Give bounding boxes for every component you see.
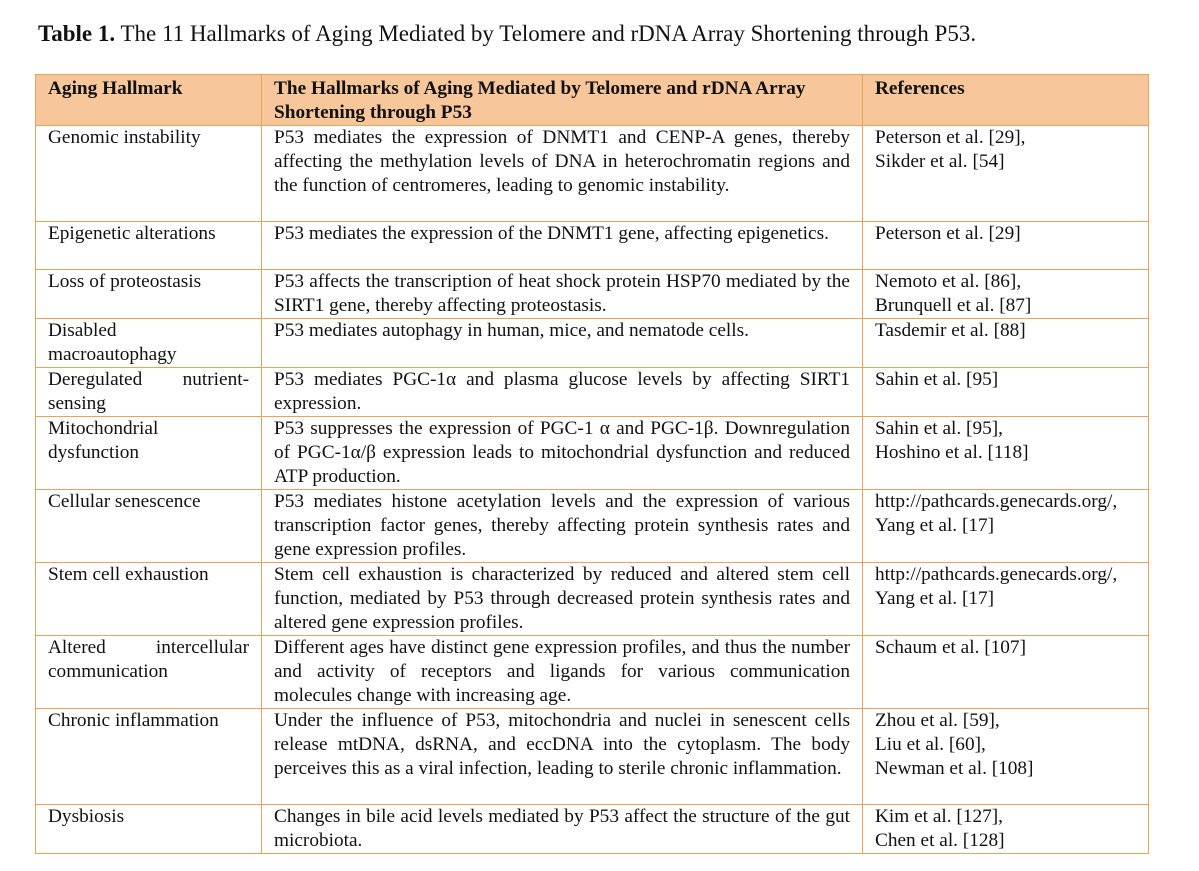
description-cell: P53 mediates the expression of the DNMT1 gene, affecting epigenetics. (262, 222, 863, 270)
description-cell: P53 suppresses the expression of PGC-1 α and PGC-1β. Downregulation of PGC-1α/β expression leads to mitochondrial dysfunction and reduced ATP production. (262, 417, 863, 490)
header-mediation: The Hallmarks of Aging Mediated by Telomere and rDNA Array Shortening through P53 (262, 75, 863, 126)
reference-entry: Brunquell et al. [87] (875, 295, 1032, 316)
hallmark-cell: Loss of proteostasis (36, 270, 262, 319)
references-cell (863, 319, 1149, 368)
references-cell (863, 126, 1149, 222)
description-cell: P53 mediates the expression of DNMT1 and CENP-A genes, thereby affecting the methylation levels of DNA in heterochromatin regions and the function of centromeres, leading to genomic instability. (262, 126, 863, 222)
table-row (36, 222, 1149, 270)
description-cell: P53 affects the transcription of heat shock protein HSP70 mediated by the SIRT1 gene, thereby affecting proteostasis. (262, 270, 863, 319)
hallmark-cell: Mitochondrial dysfunction (36, 417, 262, 490)
table-row (36, 490, 1149, 563)
references-cell (863, 222, 1149, 270)
hallmarks-table (35, 74, 1149, 854)
reference-entry: Schaum et al. [107] (875, 637, 1026, 658)
reference-entry: http://pathcards.genecards.org/, (875, 491, 1118, 512)
reference-entry: Sikder et al. [54] (875, 151, 1005, 172)
header-row (36, 75, 1149, 126)
hallmark-cell: Chronic inflammation (36, 709, 262, 805)
reference-entry: Nemoto et al. [86], (875, 271, 1022, 292)
reference-entry: Hoshino et al. [118] (875, 442, 1029, 463)
hallmark-cell: Genomic instability (36, 126, 262, 222)
reference-entry: Liu et al. [60], (875, 734, 986, 755)
reference-entry: Tasdemir et al. [88] (875, 320, 1026, 341)
references-cell (863, 709, 1149, 805)
table-caption (38, 18, 1168, 50)
references-cell (863, 805, 1149, 854)
description-cell: Different ages have distinct gene expression profiles, and thus the number and activity of receptors and ligands for various communication molecules change with increasing age. (262, 636, 863, 709)
header-references: References (863, 75, 1149, 126)
table-body (36, 126, 1149, 854)
table-row (36, 805, 1149, 854)
table-row (36, 319, 1149, 368)
reference-entry: http://pathcards.genecards.org/, (875, 564, 1118, 585)
table-row (36, 270, 1149, 319)
description-cell: Under the influence of P53, mitochondria and nuclei in senescent cells release mtDNA, dsRNA, and eccDNA into the cytoplasm. The body perceives this as a viral infection, leading to sterile chronic inflammation. (262, 709, 863, 805)
references-cell (863, 368, 1149, 417)
table-row (36, 417, 1149, 490)
description-cell: Stem cell exhaustion is characterized by reduced and altered stem cell function, mediated by P53 through decreased protein synthesis rates and altered gene expression profiles. (262, 563, 863, 636)
description-cell: P53 mediates histone acetylation levels and the expression of various transcription factor genes, thereby affecting protein synthesis rates and gene expression profiles. (262, 490, 863, 563)
reference-entry: Chen et al. [128] (875, 830, 1005, 851)
reference-entry: Yang et al. [17] (875, 515, 995, 536)
references-cell (863, 636, 1149, 709)
references-cell (863, 563, 1149, 636)
hallmark-cell: Disabled macroautophagy (36, 319, 262, 368)
hallmark-cell: Stem cell exhaustion (36, 563, 262, 636)
hallmark-cell: Cellular senescence (36, 490, 262, 563)
table-row (36, 636, 1149, 709)
reference-entry: Peterson et al. [29], (875, 127, 1026, 148)
references-cell (863, 490, 1149, 563)
reference-entry: Zhou et al. [59], (875, 710, 1000, 731)
table-row (36, 368, 1149, 417)
description-cell: P53 mediates autophagy in human, mice, and nematode cells. (262, 319, 863, 368)
hallmark-cell: Altered intercellular communication (36, 636, 262, 709)
header-aging-hallmark: Aging Hallmark (36, 75, 262, 126)
reference-entry: Sahin et al. [95], (875, 418, 1003, 439)
description-cell: Changes in bile acid levels mediated by P53 affect the structure of the gut microbiota. (262, 805, 863, 854)
table-row (36, 563, 1149, 636)
table-row (36, 126, 1149, 222)
reference-entry: Peterson et al. [29] (875, 223, 1021, 244)
hallmark-cell: Deregulated nutrient-sensing (36, 368, 262, 417)
hallmark-cell: Epigenetic alterations (36, 222, 262, 270)
caption-label: Table 1. (38, 21, 116, 46)
description-cell: P53 mediates PGC-1α and plasma glucose levels by affecting SIRT1 expression. (262, 368, 863, 417)
reference-entry: Newman et al. [108] (875, 758, 1034, 779)
reference-entry: Yang et al. [17] (875, 588, 995, 609)
hallmark-cell: Dysbiosis (36, 805, 262, 854)
table-row (36, 709, 1149, 805)
caption-text: The 11 Hallmarks of Aging Mediated by Telomere and rDNA Array Shortening through P53. (120, 21, 977, 46)
reference-entry: Kim et al. [127], (875, 806, 1003, 827)
references-cell (863, 417, 1149, 490)
reference-entry: Sahin et al. [95] (875, 369, 999, 390)
references-cell (863, 270, 1149, 319)
